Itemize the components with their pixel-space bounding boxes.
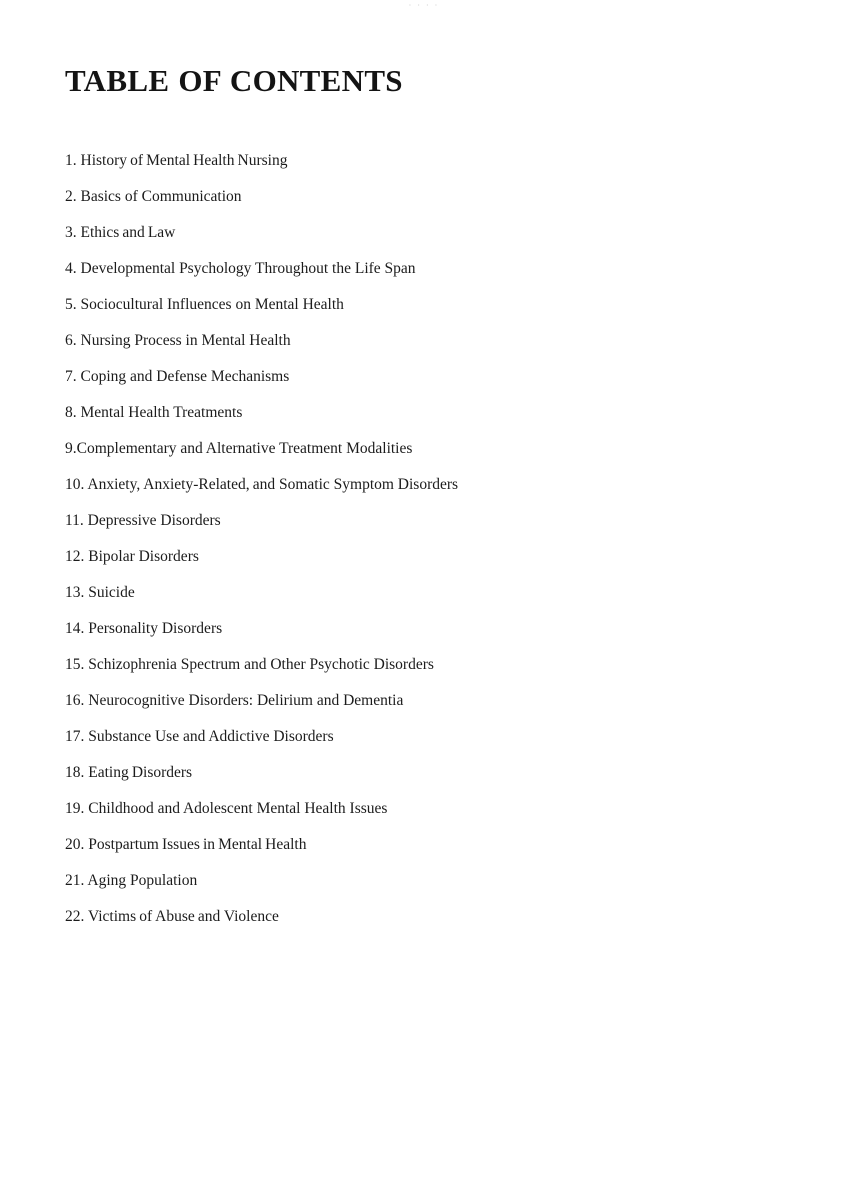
toc-item: 8. Mental Health Treatments (65, 404, 243, 421)
toc-list (65, 153, 788, 945)
toc-item: 22. Victims of Abuse and Violence (65, 908, 279, 925)
toc-item: 12. Bipolar Disorders (65, 548, 199, 565)
toc-item: 20. Postpartum Issues in Mental Health (65, 836, 307, 853)
toc-item: 9.Complementary and Alternative Treatment Modalities (65, 440, 413, 457)
toc-item: 13. Suicide (65, 584, 135, 601)
toc-item: 21. Aging Population (65, 872, 198, 889)
toc-item: 3. Ethics and Law (65, 224, 176, 241)
toc-item: 5. Sociocultural Influences on Mental Health (65, 296, 344, 313)
toc-item: 4. Developmental Psychology Throughout the Life Span (65, 260, 416, 277)
toc-item: 15. Schizophrenia Spectrum and Other Psychotic Disorders (65, 656, 434, 673)
toc-item: 16. Neurocognitive Disorders: Delirium and Dementia (65, 692, 404, 709)
toc-item: 19. Childhood and Adolescent Mental Health Issues (65, 800, 388, 817)
page-header-mark: · · · · (408, 1, 440, 10)
toc-item: 2. Basics of Communication (65, 188, 242, 205)
toc-item: 18. Eating Disorders (65, 764, 193, 781)
toc-item: 1. History of Mental Health Nursing (65, 152, 288, 169)
toc-item: 10. Anxiety, Anxiety-Related, and Somatic Symptom Disorders (65, 476, 459, 493)
toc-item: 6. Nursing Process in Mental Health (65, 332, 291, 349)
page-title: TABLE OF CONTENTS (65, 63, 403, 98)
toc-item: 17. Substance Use and Addictive Disorders (65, 728, 334, 745)
toc-item: 11. Depressive Disorders (65, 512, 221, 529)
toc-item: 7. Coping and Defense Mechanisms (65, 368, 290, 385)
toc-item: 14. Personality Disorders (65, 620, 223, 637)
